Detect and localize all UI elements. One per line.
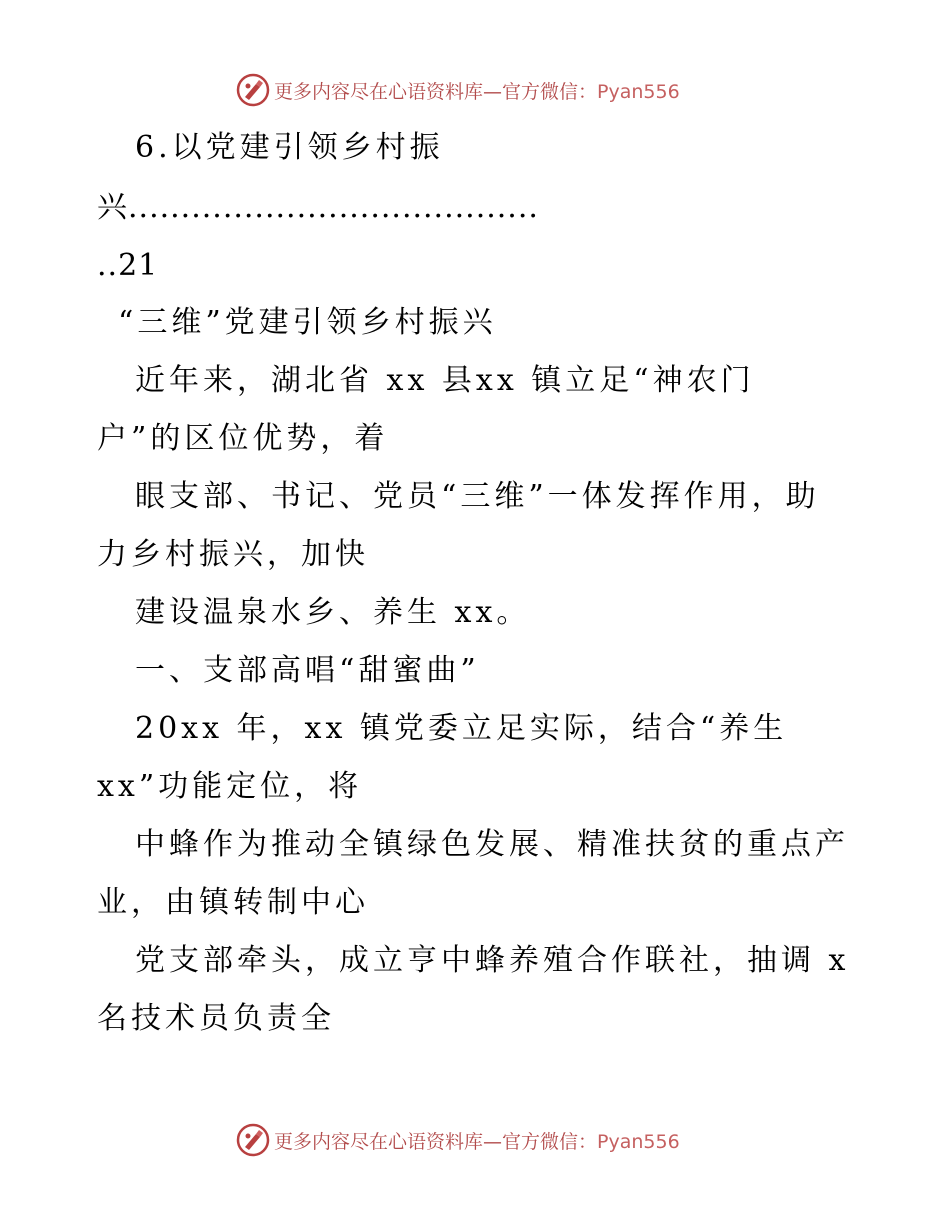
paragraph-line: 眼支部、书记、党员“三维”一体发挥作用，助 — [135, 479, 820, 514]
paragraph-line: 20xx 年，xx 镇党委立足实际，结合“养生 — [135, 711, 788, 746]
pen-logo-icon — [236, 1123, 270, 1157]
paragraph-line: 户”的区位优势，着 — [97, 421, 389, 456]
watermark-wechat-label: 官方微信： — [502, 1130, 598, 1153]
watermark-text — [274, 77, 680, 104]
watermark-footer-bottom — [0, 1122, 950, 1158]
watermark-header-top — [0, 72, 950, 108]
toc-entry-page-number: ..21 — [97, 248, 159, 283]
toc-entry-line-1: 6.以党建引领乡村振 — [135, 130, 444, 165]
subsection-heading: 一、支部高唱“甜蜜曲” — [135, 653, 480, 688]
paragraph-line: 力乡村振兴，加快 — [97, 537, 369, 572]
section-title: “三维”党建引领乡村振兴 — [118, 305, 497, 340]
paragraph-line: 建设温泉水乡、养生 xx。 — [135, 595, 531, 630]
watermark-separator: — — [483, 1130, 503, 1153]
watermark-wechat-id: Pyan556 — [597, 1130, 680, 1153]
paragraph-line: 名技术员负责全 — [97, 1001, 335, 1036]
paragraph-line: 中蜂作为推动全镇绿色发展、精准扶贫的重点产 — [135, 827, 849, 862]
toc-entry-line-2: 兴....................................... — [97, 190, 539, 225]
pen-logo-icon — [236, 73, 270, 107]
watermark-wechat-id: Pyan556 — [597, 80, 680, 103]
paragraph-line: 业，由镇转制中心 — [97, 885, 369, 920]
paragraph-line: 党支部牵头，成立亨中蜂养殖合作联社，抽调 x — [135, 943, 850, 978]
watermark-site: 更多内容尽在心语资料库 — [274, 1130, 484, 1153]
watermark-text — [274, 1127, 680, 1154]
watermark-wechat-label: 官方微信： — [502, 80, 598, 103]
watermark-site: 更多内容尽在心语资料库 — [274, 80, 484, 103]
watermark-separator: — — [483, 80, 503, 103]
paragraph-line: xx”功能定位，将 — [97, 769, 363, 804]
paragraph-line: 近年来，湖北省 xx 县xx 镇立足“神农门 — [135, 363, 755, 398]
